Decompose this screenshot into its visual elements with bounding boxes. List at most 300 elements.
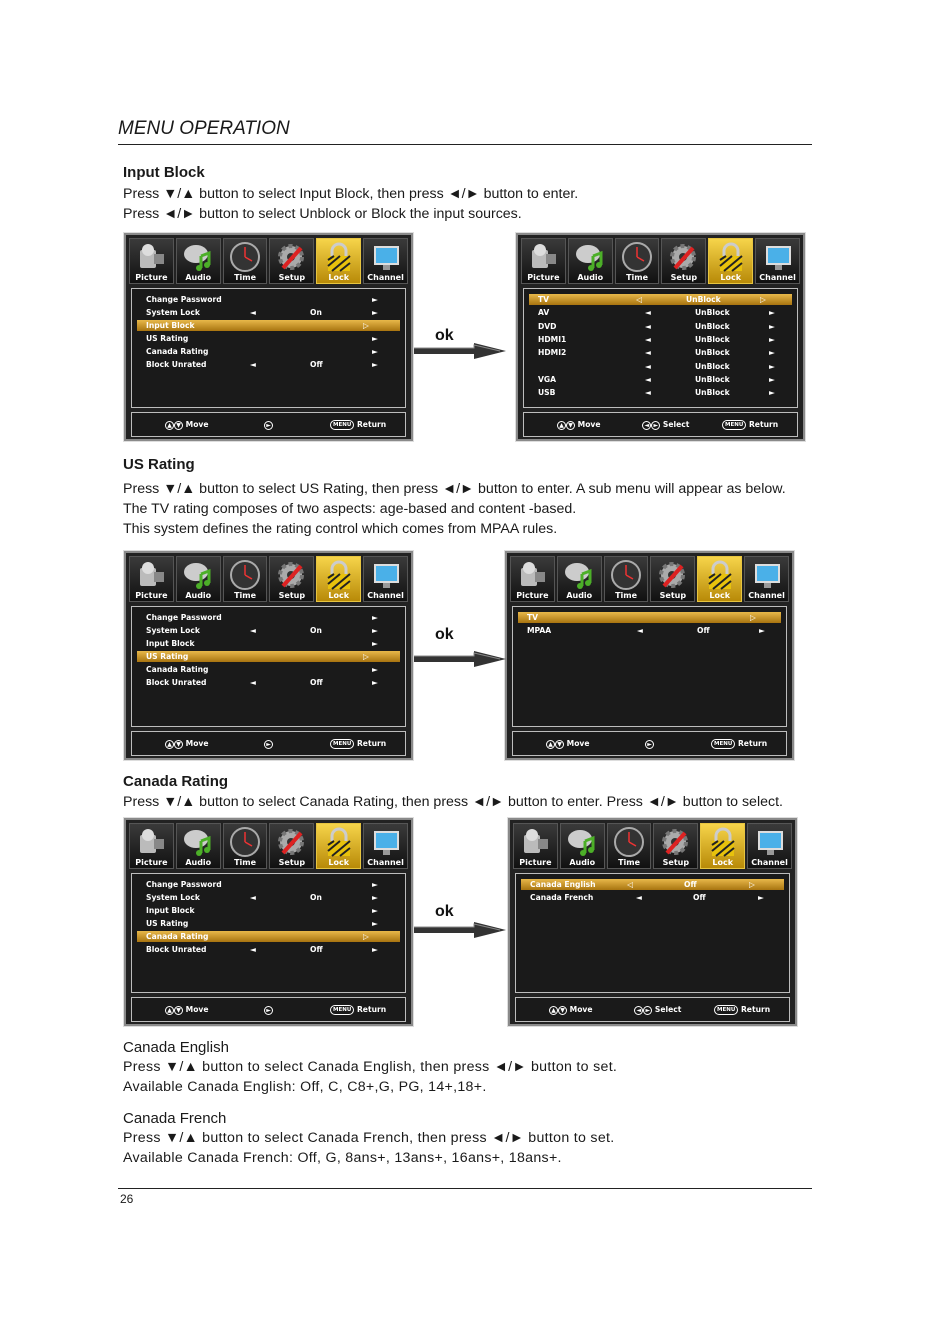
menu-item-label: TV [527, 613, 539, 622]
tab-lock[interactable] [316, 556, 361, 602]
menu-item-value: UnBlock [695, 374, 730, 384]
menu-item-value: UnBlock [695, 348, 730, 358]
right-arrow-icon[interactable]: ► [372, 880, 378, 889]
right-arrow-icon[interactable]: ► [372, 360, 378, 369]
tab-picture[interactable] [513, 823, 558, 869]
audio-icon [565, 827, 599, 859]
right-arrow-icon[interactable]: ► [372, 665, 378, 674]
left-arrow-icon[interactable]: ◄ [250, 626, 256, 635]
down-key-icon: ▼ [174, 1006, 183, 1015]
camera-icon [518, 827, 552, 859]
clock-icon [228, 827, 262, 859]
menu-item-value: UnBlock [695, 334, 730, 344]
tab-picture[interactable] [129, 238, 174, 284]
menu-item-label: US Rating [146, 334, 189, 343]
tab-label: Audio [577, 273, 604, 282]
menu-item-label: Block Unrated [146, 360, 207, 369]
menu-item-value: On [310, 308, 322, 317]
menu-footer [512, 731, 787, 756]
right-arrow-icon[interactable]: ► [372, 678, 378, 687]
tv-menu-us-sub [505, 551, 794, 760]
menu-item[interactable] [518, 612, 781, 623]
right-arrow-icon[interactable]: ► [372, 334, 378, 343]
move-hint [165, 1005, 209, 1015]
menu-tab-bar [513, 823, 792, 869]
tab-lock[interactable] [708, 238, 753, 284]
tab-setup[interactable] [269, 823, 314, 869]
menu-item-value: On [310, 893, 322, 902]
tab-time[interactable] [607, 823, 652, 869]
return-hint [330, 739, 386, 749]
menu-item-label: Canada Rating [146, 932, 209, 941]
menu-item-label: Block Unrated [146, 945, 207, 954]
clock-icon [228, 560, 262, 592]
return-hint [330, 1005, 386, 1015]
menu-key-icon: MENU [714, 1005, 738, 1015]
tab-setup[interactable] [661, 238, 706, 284]
up-key-icon: ▲ [165, 1006, 174, 1015]
select-hint [264, 1005, 273, 1015]
return-label: Return [735, 739, 768, 748]
move-hint [557, 420, 601, 430]
right-arrow-icon[interactable]: ► [372, 295, 378, 304]
tab-time[interactable] [223, 556, 268, 602]
menu-key-icon: MENU [330, 420, 354, 430]
tab-audio[interactable] [568, 238, 613, 284]
tab-channel[interactable] [363, 823, 408, 869]
tab-picture[interactable] [510, 556, 555, 602]
menu-panel [515, 873, 790, 993]
tab-label: Audio [569, 858, 596, 867]
camera-icon [134, 242, 168, 274]
tv-menu-us-rating [124, 551, 413, 760]
menu-item[interactable] [538, 334, 787, 345]
menu-item-value: UnBlock [695, 361, 730, 371]
menu-tab-bar [510, 556, 789, 602]
tab-label: Channel [748, 591, 785, 600]
up-key-icon: ▲ [546, 740, 555, 749]
monitor-icon [369, 242, 403, 274]
text-line: Press ▼/▲ button to select Input Block, then press ◄/► button to enter. [123, 186, 579, 202]
tab-label: Audio [185, 273, 212, 282]
select-hint [634, 1005, 681, 1015]
right-arrow-icon[interactable]: ▷ [749, 880, 755, 889]
tab-label: Time [618, 858, 641, 867]
left-arrow-icon[interactable]: ◄ [637, 626, 643, 635]
lock-icon [703, 560, 737, 592]
text-line: Press ▼/▲ button to select US Rating, then press ◄/► button to enter. A sub menu will appear as below. [123, 481, 786, 497]
tab-label: Time [615, 591, 638, 600]
tab-label: Audio [566, 591, 593, 600]
left-arrow-icon[interactable]: ◄ [645, 321, 651, 331]
tv-menu-input-sources [516, 233, 805, 441]
menu-item-label: US Rating [146, 652, 189, 661]
enter-key-icon: ► [264, 421, 273, 430]
tab-lock[interactable] [697, 556, 742, 602]
menu-tab-bar [521, 238, 800, 284]
tab-label: Lock [328, 273, 350, 282]
enter-key-icon: ► [645, 740, 654, 749]
menu-item-label: MPAA [527, 626, 552, 635]
right-arrow-icon[interactable]: ► [758, 893, 764, 902]
move-hint [165, 739, 209, 749]
left-arrow-icon[interactable]: ◄ [250, 893, 256, 902]
ok-label: ok [435, 903, 454, 920]
left-arrow-icon[interactable]: ◄ [250, 360, 256, 369]
down-key-icon: ▼ [558, 1006, 567, 1015]
tab-channel[interactable] [747, 823, 792, 869]
right-arrow-icon[interactable]: ► [759, 626, 765, 635]
right-arrow-icon[interactable]: ► [769, 361, 775, 371]
monitor-icon [753, 827, 787, 859]
select-hint [642, 420, 689, 430]
tab-audio[interactable] [557, 556, 602, 602]
right-arrow-icon[interactable]: ► [372, 893, 378, 902]
move-label: Move [577, 420, 601, 429]
select-label: Select [662, 420, 690, 429]
menu-item[interactable] [538, 347, 787, 358]
left-key-icon: ◄ [642, 421, 651, 430]
tab-label: Lock [328, 591, 350, 600]
tab-label: Picture [135, 273, 168, 282]
text-line: Press ◄/► button to select Unblock or Block the input sources. [123, 206, 522, 222]
menu-panel [523, 288, 798, 408]
right-arrow-icon[interactable]: ► [769, 348, 775, 358]
left-arrow-icon[interactable]: ◄ [250, 678, 256, 687]
menu-item[interactable] [538, 387, 787, 398]
menu-item[interactable] [538, 361, 787, 372]
text-line: Available Canada English: Off, C, C8+,G, PG, 14+,18+. [123, 1079, 487, 1095]
tab-label: Picture [135, 591, 168, 600]
lock-icon [706, 827, 740, 859]
monitor-icon [369, 827, 403, 859]
tab-label: Picture [516, 591, 549, 600]
left-arrow-icon[interactable]: ◄ [645, 334, 651, 344]
flow-arrow-icon [414, 343, 506, 359]
menu-item[interactable] [530, 892, 779, 903]
canada-english-text [123, 1057, 617, 1097]
menu-key-icon: MENU [330, 739, 354, 749]
lock-icon [322, 560, 356, 592]
ok-label: ok [435, 327, 454, 344]
tab-lock[interactable] [316, 823, 361, 869]
header-rule [118, 144, 812, 145]
tab-label: Channel [759, 273, 796, 282]
menu-item[interactable] [146, 892, 395, 903]
menu-item-label: Canada French [530, 893, 594, 902]
tab-time[interactable] [615, 238, 660, 284]
right-arrow-icon[interactable]: ► [372, 945, 378, 954]
menu-item[interactable] [146, 625, 395, 636]
menu-item[interactable] [521, 879, 784, 890]
menu-footer [131, 997, 406, 1022]
menu-item-value: Off [697, 626, 710, 635]
tab-picture[interactable] [521, 238, 566, 284]
text-line: Available Canada French: Off, G, 8ans+, 13ans+, 16ans+, 18ans+. [123, 1150, 562, 1166]
right-arrow-icon[interactable]: ► [769, 334, 775, 344]
return-hint [330, 420, 386, 430]
menu-item[interactable] [137, 320, 400, 331]
camera-icon [526, 242, 560, 274]
menu-item[interactable] [137, 651, 400, 662]
us-rating-title: US Rating [123, 456, 195, 473]
tab-label: Channel [367, 858, 404, 867]
menu-item[interactable] [146, 944, 395, 955]
text-line: This system defines the rating control which comes from MPAA rules. [123, 521, 558, 537]
menu-item-value: UnBlock [695, 308, 730, 318]
left-arrow-icon[interactable]: ◄ [645, 361, 651, 371]
us-rating-text [123, 479, 786, 539]
menu-key-icon: MENU [330, 1005, 354, 1015]
menu-item-value: Off [310, 360, 323, 369]
gear-icon [275, 242, 309, 274]
menu-item[interactable] [538, 321, 787, 332]
menu-item[interactable] [137, 931, 400, 942]
menu-item[interactable] [146, 346, 395, 357]
left-arrow-icon[interactable]: ◄ [250, 308, 256, 317]
menu-item-label: Input Block [146, 906, 195, 915]
right-arrow-icon[interactable]: ► [769, 321, 775, 331]
tab-label: Channel [367, 591, 404, 600]
down-key-icon: ▼ [174, 421, 183, 430]
tab-label: Lock [709, 591, 731, 600]
menu-item-label: Block Unrated [146, 678, 207, 687]
audio-icon [573, 242, 607, 274]
menu-panel [512, 606, 787, 727]
down-key-icon: ▼ [555, 740, 564, 749]
menu-item[interactable] [527, 625, 776, 636]
tab-setup[interactable] [650, 556, 695, 602]
move-hint [546, 739, 590, 749]
move-label: Move [185, 1005, 209, 1014]
tab-audio[interactable] [176, 556, 221, 602]
menu-item[interactable] [146, 333, 395, 344]
tab-label: Time [626, 273, 649, 282]
monitor-icon [761, 242, 795, 274]
menu-item-label: Input Block [146, 321, 195, 330]
tab-label: Lock [328, 858, 350, 867]
menu-item-label: DVD [538, 321, 557, 331]
audio-icon [181, 242, 215, 274]
tab-channel[interactable] [363, 556, 408, 602]
tab-label: Setup [278, 858, 306, 867]
menu-item-value: Off [310, 945, 323, 954]
camera-icon [134, 560, 168, 592]
right-arrow-icon[interactable]: ▷ [363, 321, 369, 330]
gear-icon [275, 827, 309, 859]
menu-tab-bar [129, 556, 408, 602]
menu-item-value: Off [310, 678, 323, 687]
left-arrow-icon[interactable]: ◁ [627, 880, 633, 889]
menu-item-label: Change Password [146, 613, 222, 622]
tab-time[interactable] [604, 556, 649, 602]
menu-item[interactable] [146, 879, 395, 890]
menu-item[interactable] [146, 359, 395, 370]
down-key-icon: ▼ [566, 421, 575, 430]
menu-item-label: Change Password [146, 295, 222, 304]
right-arrow-icon[interactable]: ► [372, 613, 378, 622]
up-key-icon: ▲ [165, 740, 174, 749]
menu-item[interactable] [146, 677, 395, 688]
menu-item-value: On [310, 626, 322, 635]
menu-item[interactable] [146, 612, 395, 623]
tab-setup[interactable] [269, 238, 314, 284]
return-label: Return [354, 420, 387, 429]
menu-item[interactable] [146, 918, 395, 929]
tab-time[interactable] [223, 238, 268, 284]
menu-item[interactable] [146, 307, 395, 318]
page-number: 26 [120, 1192, 134, 1206]
menu-item[interactable] [146, 664, 395, 675]
tv-menu-input-block [124, 233, 413, 441]
enter-key-icon: ► [264, 1006, 273, 1015]
menu-footer [515, 997, 790, 1022]
move-label: Move [185, 739, 209, 748]
menu-item-label: System Lock [146, 893, 200, 902]
monitor-icon [369, 560, 403, 592]
select-label: Select [654, 1005, 682, 1014]
tab-label: Setup [662, 858, 690, 867]
canada-french-title: Canada French [123, 1110, 227, 1127]
lock-icon [322, 827, 356, 859]
up-key-icon: ▲ [557, 421, 566, 430]
menu-item-label: Input Block [146, 639, 195, 648]
menu-item[interactable] [529, 294, 792, 305]
menu-item-label: AV [538, 308, 550, 318]
left-arrow-icon[interactable]: ◄ [645, 388, 651, 398]
text-line: Press ▼/▲ button to select Canada Rating, then press ◄/► button to enter. Press ◄/► button to select. [123, 794, 783, 810]
right-key-icon: ► [643, 1006, 652, 1015]
move-label: Move [569, 1005, 593, 1014]
menu-item-label: Change Password [146, 880, 222, 889]
left-key-icon: ◄ [634, 1006, 643, 1015]
menu-item-label: System Lock [146, 626, 200, 635]
tab-channel[interactable] [755, 238, 800, 284]
tab-label: Lock [712, 858, 734, 867]
tab-channel[interactable] [363, 238, 408, 284]
menu-item[interactable] [146, 294, 395, 305]
gear-icon [659, 827, 693, 859]
move-label: Move [566, 739, 590, 748]
right-arrow-icon[interactable]: ► [372, 906, 378, 915]
right-arrow-icon[interactable]: ► [372, 347, 378, 356]
tab-label: Picture [519, 858, 552, 867]
tab-lock[interactable] [700, 823, 745, 869]
return-hint [722, 420, 778, 430]
menu-item-value: UnBlock [695, 388, 730, 398]
menu-panel [131, 606, 406, 727]
monitor-icon [750, 560, 784, 592]
tab-label: Channel [367, 273, 404, 282]
return-hint [714, 1005, 770, 1015]
return-label: Return [354, 739, 387, 748]
menu-item[interactable] [146, 905, 395, 916]
up-key-icon: ▲ [165, 421, 174, 430]
select-hint [645, 739, 654, 749]
tab-setup[interactable] [269, 556, 314, 602]
menu-item-value: UnBlock [686, 295, 721, 304]
right-arrow-icon[interactable]: ▷ [363, 652, 369, 661]
right-arrow-icon[interactable]: ▷ [750, 613, 756, 622]
left-arrow-icon[interactable]: ◄ [636, 893, 642, 902]
right-arrow-icon[interactable]: ▷ [363, 932, 369, 941]
return-label: Return [354, 1005, 387, 1014]
tab-channel[interactable] [744, 556, 789, 602]
text-line: The TV rating composes of two aspects: age-based and content -based. [123, 501, 577, 517]
text-line: Press ▼/▲ button to select Canada French, then press ◄/► button to set. [123, 1130, 615, 1146]
camera-icon [515, 560, 549, 592]
clock-icon [612, 827, 646, 859]
return-hint [711, 739, 767, 749]
move-hint [165, 420, 209, 430]
move-label: Move [185, 420, 209, 429]
menu-item-label: USB [538, 388, 556, 398]
tab-setup[interactable] [653, 823, 698, 869]
canada-english-title: Canada English [123, 1039, 229, 1056]
return-label: Return [738, 1005, 771, 1014]
select-hint [264, 739, 273, 749]
audio-icon [181, 560, 215, 592]
tab-label: Picture [135, 858, 168, 867]
tab-picture[interactable] [129, 823, 174, 869]
menu-item-label: System Lock [146, 308, 200, 317]
return-label: Return [746, 420, 779, 429]
tab-label: Time [234, 858, 257, 867]
tab-audio[interactable] [176, 823, 221, 869]
tab-lock[interactable] [316, 238, 361, 284]
right-arrow-icon[interactable]: ► [769, 308, 775, 318]
left-arrow-icon[interactable]: ◁ [636, 295, 642, 304]
right-arrow-icon[interactable]: ► [372, 639, 378, 648]
menu-tab-bar [129, 238, 408, 284]
left-arrow-icon[interactable]: ◄ [250, 945, 256, 954]
menu-key-icon: MENU [711, 739, 735, 749]
text-line: Press ▼/▲ button to select Canada English, then press ◄/► button to set. [123, 1059, 618, 1075]
menu-footer [131, 731, 406, 756]
canada-french-text [123, 1128, 615, 1168]
menu-item[interactable] [146, 638, 395, 649]
tab-audio[interactable] [560, 823, 605, 869]
lock-icon [714, 242, 748, 274]
menu-item-label: VGA [538, 374, 556, 384]
menu-item-label: US Rating [146, 919, 189, 928]
menu-item[interactable] [538, 374, 787, 385]
tab-label: Lock [720, 273, 742, 282]
tab-label: Setup [278, 273, 306, 282]
menu-item-label: TV [538, 295, 550, 304]
menu-item-label: HDMI2 [538, 348, 567, 358]
tab-time[interactable] [223, 823, 268, 869]
gear-icon [656, 560, 690, 592]
right-arrow-icon[interactable]: ► [372, 919, 378, 928]
clock-icon [609, 560, 643, 592]
tab-audio[interactable] [176, 238, 221, 284]
clock-icon [620, 242, 654, 274]
menu-key-icon: MENU [722, 420, 746, 430]
right-arrow-icon[interactable]: ► [769, 374, 775, 384]
right-arrow-icon[interactable]: ▷ [760, 295, 766, 304]
left-arrow-icon[interactable]: ◄ [645, 374, 651, 384]
left-arrow-icon[interactable]: ◄ [645, 348, 651, 358]
tab-picture[interactable] [129, 556, 174, 602]
right-arrow-icon[interactable]: ► [372, 626, 378, 635]
tab-label: Channel [751, 858, 788, 867]
right-arrow-icon[interactable]: ► [769, 388, 775, 398]
tab-label: Setup [659, 591, 687, 600]
right-arrow-icon[interactable]: ► [372, 308, 378, 317]
left-arrow-icon[interactable]: ◄ [645, 308, 651, 318]
menu-item[interactable] [538, 307, 787, 318]
